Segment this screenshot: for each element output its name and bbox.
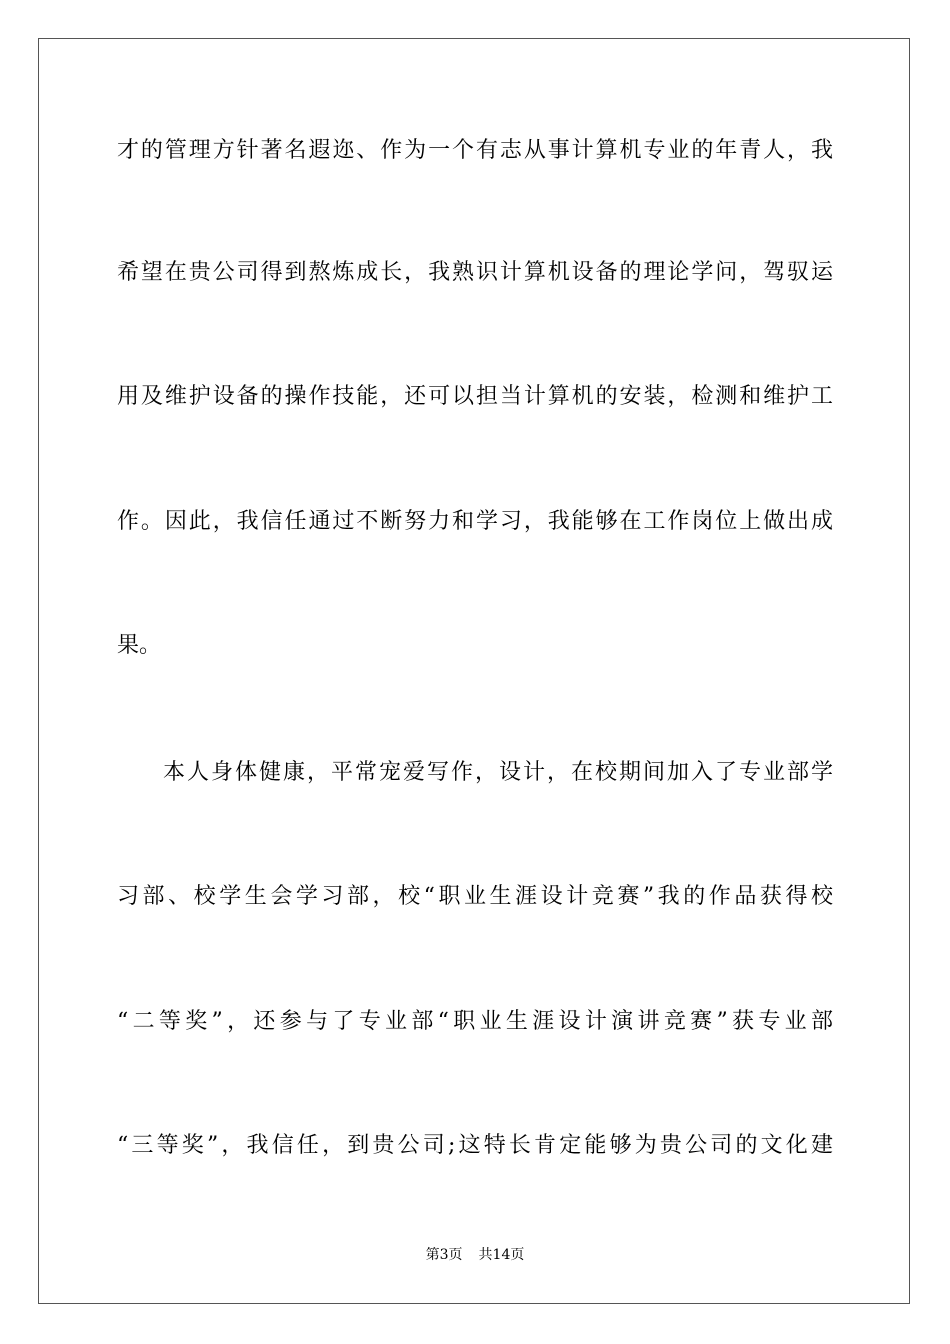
- page-number: 第3页: [425, 1247, 463, 1263]
- text-line-1: 才的管理方针著名遐迩、作为一个有志从事计算机专业的年青人，我: [117, 138, 833, 163]
- text-line-3: 用及维护设备的操作技能，还可以担当计算机的安装，检测和维护工: [117, 384, 833, 409]
- page-footer: [0, 1246, 950, 1264]
- text-line-5: 果。: [117, 633, 162, 658]
- page-border: [38, 38, 910, 1304]
- text-line-4: 作。因此，我信任通过不断努力和学习，我能够在工作岗位上做出成: [117, 509, 833, 534]
- text-line-2: 希望在贵公司得到熬炼成长，我熟识计算机设备的理论学问，驾驭运: [117, 260, 833, 285]
- page-total: 共14页: [478, 1247, 525, 1263]
- text-line-9: “三等奖”，我信任，到贵公司;这特长肯定能够为贵公司的文化建: [117, 1133, 833, 1158]
- text-line-6: 本人身体健康，平常宠爱写作，设计，在校期间加入了专业部学: [163, 760, 833, 785]
- text-line-8: “二等奖”，还参与了专业部“职业生涯设计演讲竞赛”获专业部: [117, 1009, 833, 1034]
- text-line-7: 习部、校学生会学习部，校“职业生涯设计竞赛”我的作品获得校: [117, 884, 833, 909]
